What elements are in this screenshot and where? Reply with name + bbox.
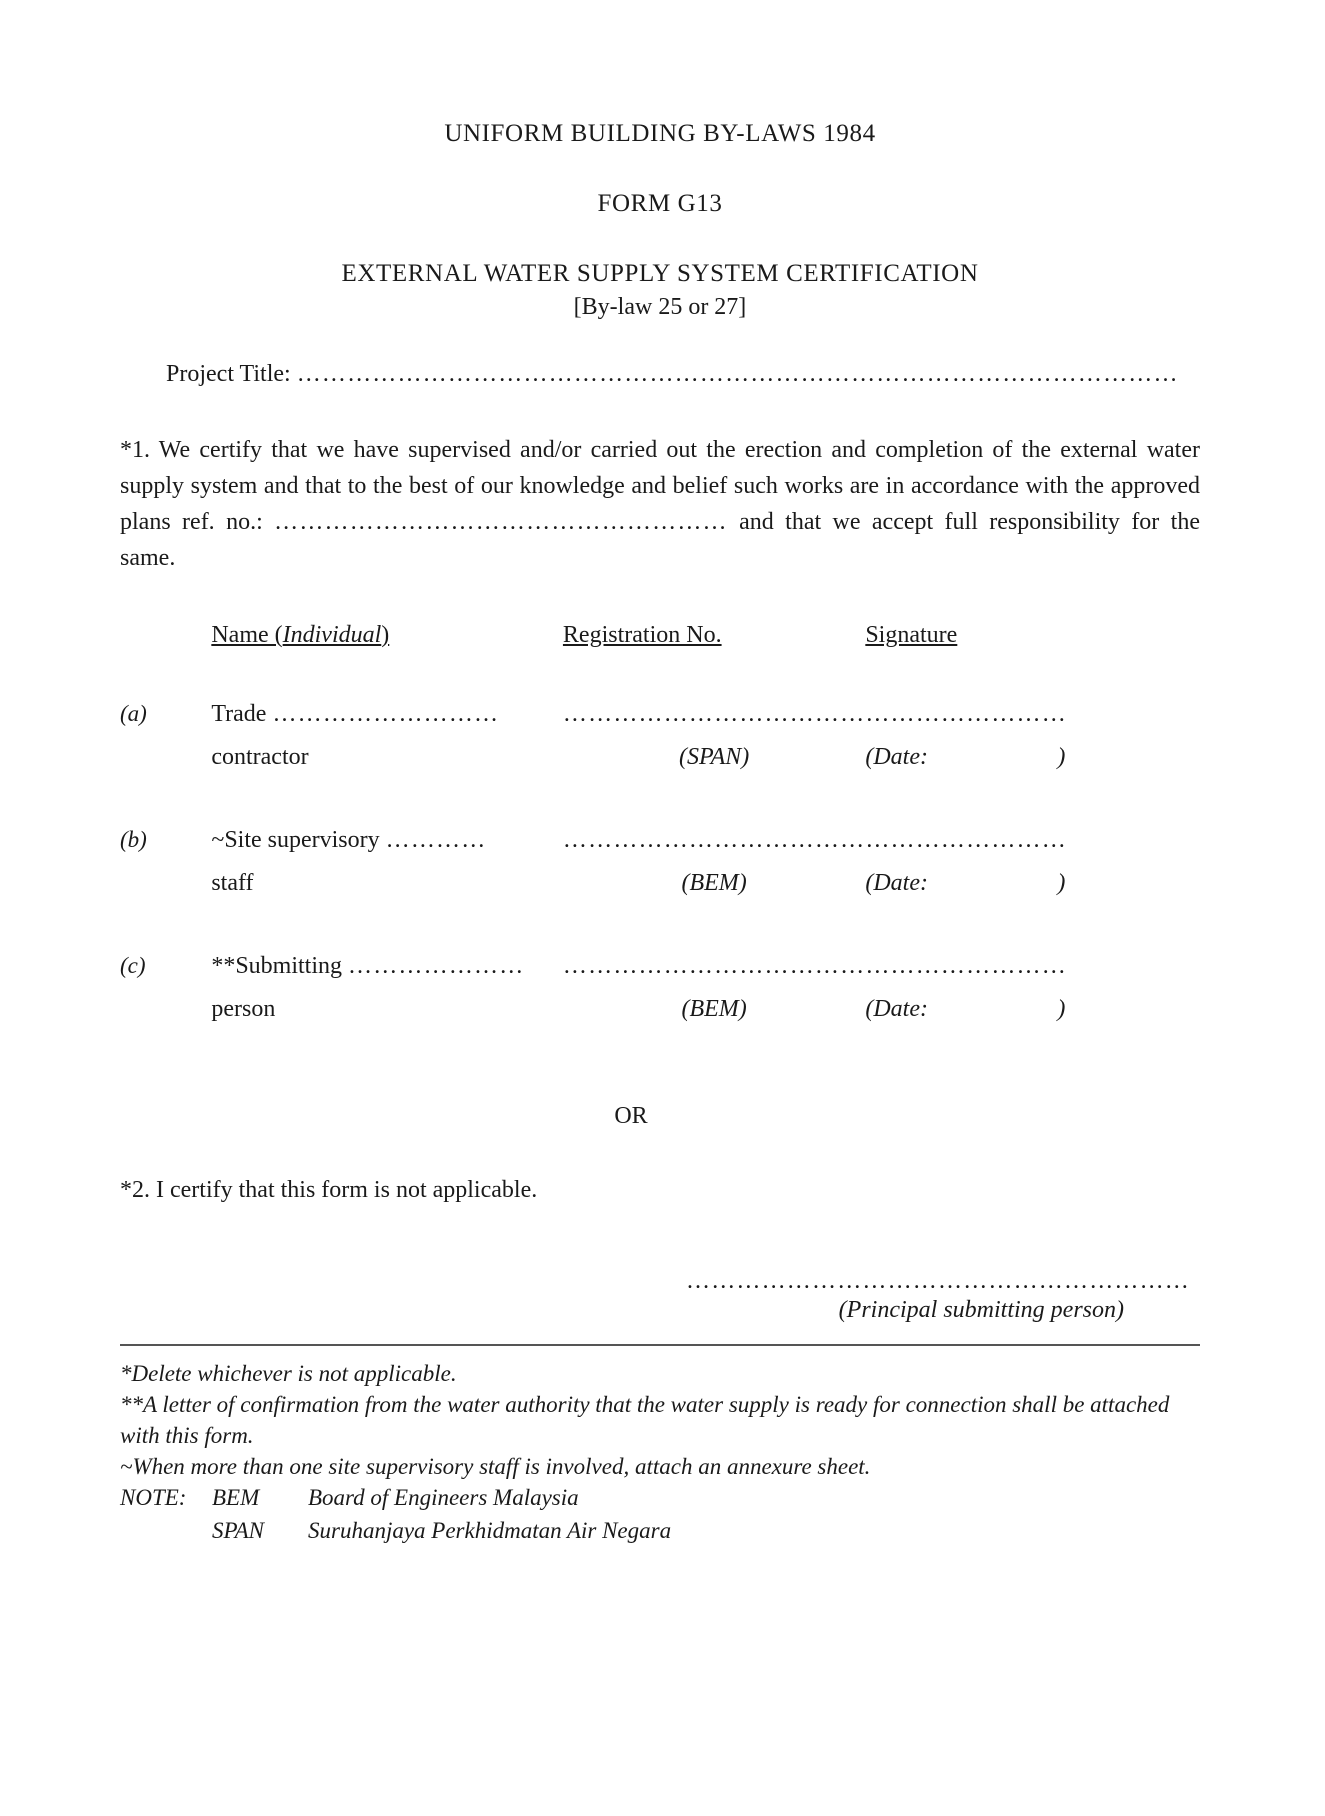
abbreviation-table bbox=[120, 1482, 671, 1548]
row-b-role-line2: staff bbox=[211, 870, 254, 896]
column-header-registration: Registration No. bbox=[562, 622, 722, 648]
row-c-authority-label: (BEM) bbox=[681, 996, 747, 1022]
row-a-authority bbox=[563, 744, 865, 827]
footnote-delete: *Delete whichever is not applicable. bbox=[120, 1361, 457, 1386]
abbreviation-row bbox=[120, 1482, 671, 1515]
row-c-role-line2: person bbox=[211, 996, 276, 1022]
clause-1-text-end: and that we accept full responsibility for the same. bbox=[120, 509, 1201, 571]
row-b-authority bbox=[563, 870, 865, 953]
header-name-cell bbox=[211, 622, 563, 701]
row-c-authority bbox=[563, 996, 865, 1079]
row-b-registration bbox=[563, 827, 865, 870]
row-a-date-close: ) bbox=[1057, 744, 1066, 770]
row-a-role-line2: contractor bbox=[211, 744, 309, 770]
name-label-italic: Individual bbox=[282, 622, 382, 648]
clause-1-text: *1. We certify that we have supervised and/or carried out the erection and completion of the external water supply system and that to the best of our knowledge and belief such works are in accordance with the approved plans ref. no.: bbox=[120, 437, 1200, 535]
clause-2-paragraph: *2. I certify that this form is not applicable. bbox=[120, 1177, 538, 1203]
row-a-signature-blank[interactable]: …………………… bbox=[865, 701, 1067, 727]
plans-ref-blank[interactable]: ……………………………………………… bbox=[274, 509, 728, 535]
certification-title: EXTERNAL WATER SUPPLY SYSTEM CERTIFICATION bbox=[341, 260, 979, 287]
act-title: UNIFORM BUILDING BY-LAWS 1984 bbox=[444, 120, 876, 147]
abbreviation-meaning-bem: Board of Engineers Malaysia bbox=[308, 1485, 579, 1510]
principal-signature-label: (Principal submitting person) bbox=[838, 1297, 1124, 1323]
footnote-letter: **A letter of confirmation from the water authority that the water supply is ready for connection shall be attached with this form. bbox=[120, 1392, 1170, 1448]
signatory-table bbox=[120, 622, 1200, 1079]
table-row bbox=[120, 701, 1200, 744]
abbreviation-meaning-span: Suruhanjaya Perkhidmatan Air Negara bbox=[308, 1518, 672, 1543]
footnote-divider bbox=[120, 1344, 1200, 1346]
table-header-row bbox=[120, 622, 1200, 701]
row-c-date-field[interactable] bbox=[865, 996, 1065, 1023]
row-b-date-close: ) bbox=[1057, 870, 1066, 896]
abbreviation-row bbox=[120, 1515, 671, 1548]
header-registration-cell bbox=[563, 622, 865, 701]
row-b-date-field[interactable] bbox=[865, 870, 1065, 897]
project-title-label: Project Title: bbox=[166, 361, 291, 387]
project-title-blank[interactable]: …………………………………………………………………………………………… bbox=[296, 361, 1179, 387]
header-signature-cell bbox=[865, 622, 1200, 701]
form-number: FORM G13 bbox=[597, 190, 723, 217]
document-content bbox=[120, 120, 1200, 1548]
column-header-signature: Signature bbox=[865, 622, 958, 648]
document-header bbox=[120, 120, 1200, 321]
row-c-name bbox=[211, 953, 563, 996]
row-c-registration bbox=[563, 953, 865, 996]
header-spacer bbox=[120, 622, 211, 701]
row-a-role-line1: Trade bbox=[211, 701, 267, 727]
principal-signature-blank[interactable]: …………………………………………………… bbox=[686, 1268, 1190, 1294]
or-divider: OR bbox=[614, 1103, 648, 1129]
bylaw-reference: [By-law 25 or 27] bbox=[573, 294, 747, 320]
row-a-name-blank[interactable]: ……………………… bbox=[272, 701, 500, 727]
principal-signature-block bbox=[120, 1268, 1200, 1324]
row-c-registration-blank[interactable]: ……………………………… bbox=[562, 953, 866, 979]
row-index-b: (b) bbox=[120, 827, 147, 852]
row-c-date bbox=[865, 996, 1200, 1079]
row-c-name-blank[interactable]: ………………… bbox=[348, 953, 525, 979]
name-label-open: Name ( bbox=[211, 622, 283, 648]
table-row-secondary bbox=[120, 870, 1200, 953]
table-row bbox=[120, 827, 1200, 870]
row-a-registration-blank[interactable]: ……………………………… bbox=[562, 701, 866, 727]
abbreviation-code-bem: BEM bbox=[212, 1485, 260, 1510]
row-c-signature bbox=[865, 953, 1200, 996]
note-label-spacer bbox=[120, 1515, 212, 1548]
row-b-date bbox=[865, 870, 1200, 953]
row-b-name bbox=[211, 827, 563, 870]
row-c-role-line1: **Submitting bbox=[211, 953, 343, 979]
row-index-a: (a) bbox=[120, 701, 147, 726]
row-b-signature-blank[interactable]: …………………… bbox=[865, 827, 1067, 853]
row-a-date bbox=[865, 744, 1200, 827]
row-a-name bbox=[211, 701, 563, 744]
note-label: NOTE: bbox=[120, 1485, 187, 1510]
row-b-signature bbox=[865, 827, 1200, 870]
row-a-signature bbox=[865, 701, 1200, 744]
row-c-index-spacer bbox=[120, 996, 211, 1079]
row-c-date-label: (Date: bbox=[865, 996, 928, 1022]
row-b-date-label: (Date: bbox=[865, 870, 928, 896]
table-row-secondary bbox=[120, 996, 1200, 1079]
row-b-authority-label: (BEM) bbox=[681, 870, 747, 896]
row-b-name-blank[interactable]: ………… bbox=[385, 827, 487, 853]
clause-1-paragraph bbox=[120, 432, 1200, 576]
row-b-registration-blank[interactable]: ……………………………… bbox=[562, 827, 866, 853]
column-header-name bbox=[211, 622, 389, 648]
name-label-close: ) bbox=[381, 622, 390, 648]
row-c-date-close: ) bbox=[1057, 996, 1066, 1022]
abbreviation-code-span: SPAN bbox=[212, 1518, 264, 1543]
row-a-registration bbox=[563, 701, 865, 744]
table-row-secondary bbox=[120, 744, 1200, 827]
row-b-role-line1: ~Site supervisory bbox=[211, 827, 380, 853]
project-title-field bbox=[120, 361, 1200, 388]
row-index-c: (c) bbox=[120, 953, 146, 978]
row-a-date-field[interactable] bbox=[865, 744, 1065, 771]
table-row bbox=[120, 953, 1200, 996]
row-a-date-label: (Date: bbox=[865, 744, 928, 770]
row-a-authority-label: (SPAN) bbox=[679, 744, 750, 770]
footnotes-block bbox=[120, 1358, 1200, 1548]
row-c-signature-blank[interactable]: …………………… bbox=[865, 953, 1067, 979]
row-b-index-spacer bbox=[120, 870, 211, 953]
row-a-index-spacer bbox=[120, 744, 211, 827]
footnote-supervisory: ~When more than one site supervisory staff is involved, attach an annexure sheet. bbox=[120, 1454, 871, 1479]
